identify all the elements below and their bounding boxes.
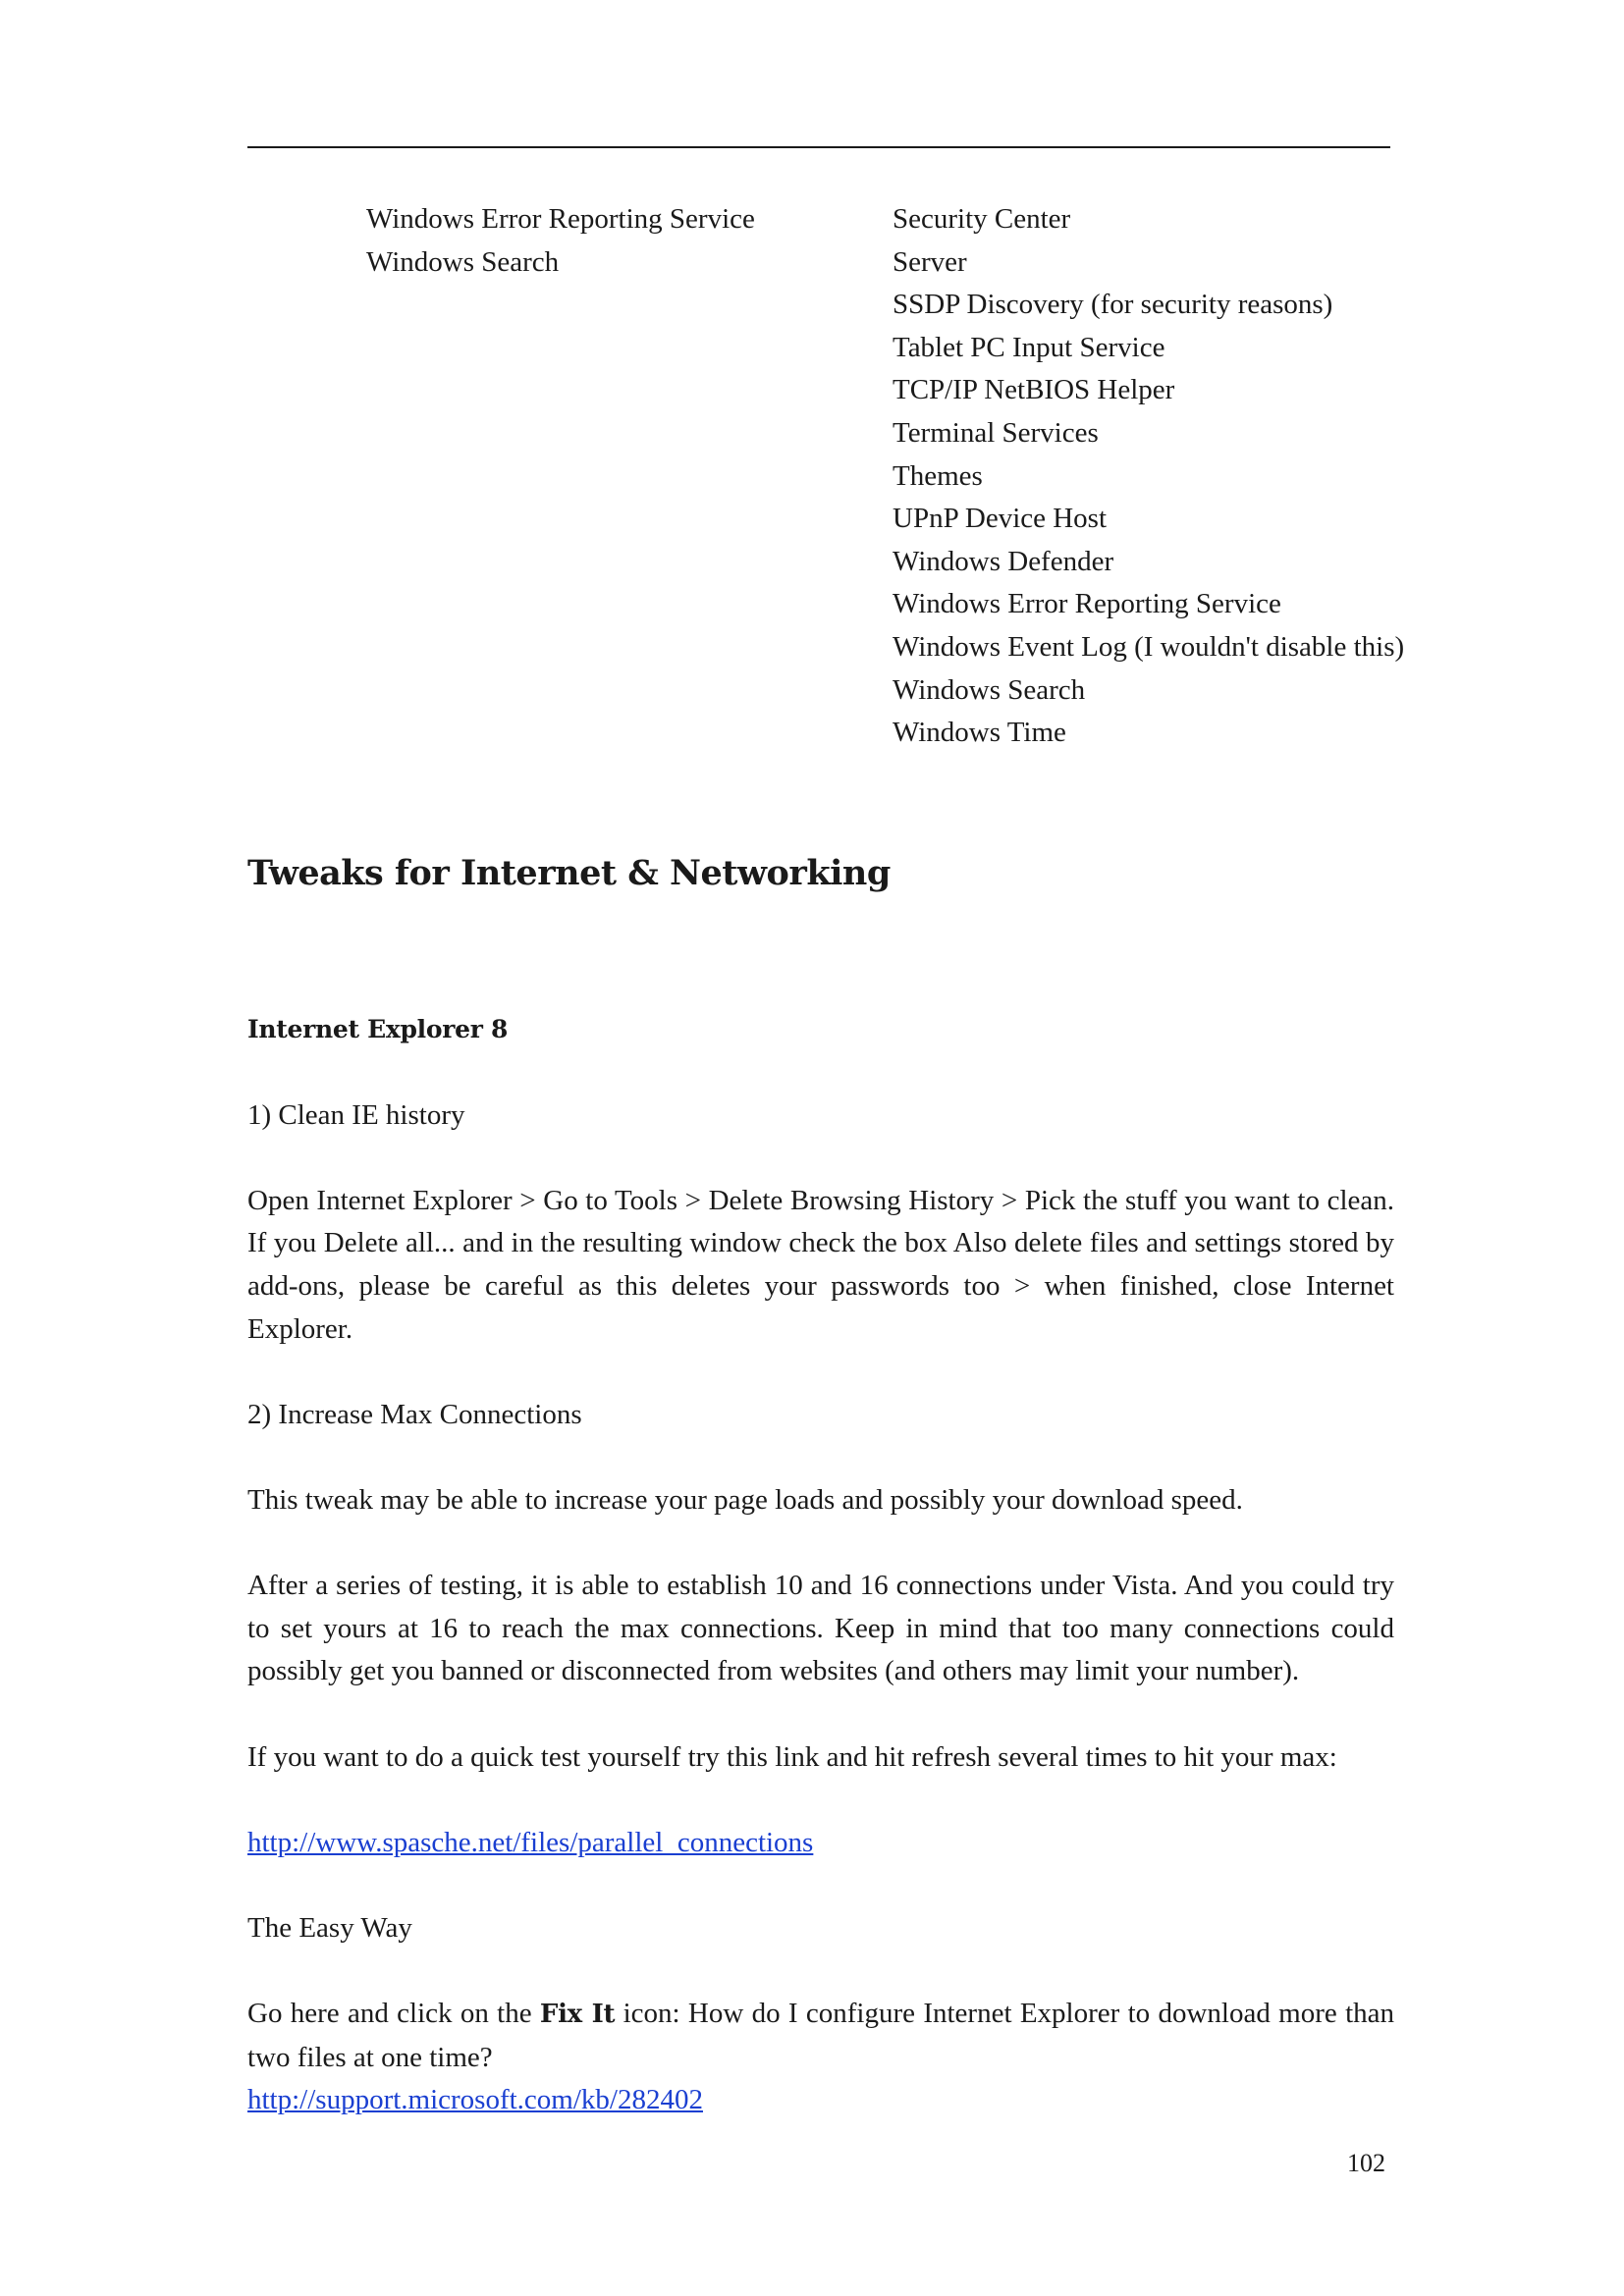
service-item: SSDP Discovery (for security reasons) (893, 289, 1333, 321)
service-item: Windows Search (893, 673, 1086, 706)
paragraph-clean-history: Open Internet Explorer > Go to Tools > Delete Browsing History > Pick the stuff you want to clean. If you Delete all... and in the resulting window check the box Also delete files and settings stored by add-ons, please be careful as this deletes your passwords too > when finished, close Internet Explorer. (247, 1184, 1394, 1345)
service-item: TCP/IP NetBIOS Helper (893, 374, 1175, 406)
step-heading-max-connections: 2) Increase Max Connections (247, 1398, 582, 1430)
link-paragraph (247, 2079, 1394, 2122)
service-item: Terminal Services (893, 416, 1099, 449)
paragraph-max-connections-body: After a series of testing, it is able to establish 10 and 16 connections under Vista. And you could try to set yours at 16 to reach the max connections. Keep in mind that too many connections could possibly get you banned or disconnected from websites (and others may limit your number). (247, 1570, 1394, 1687)
service-item: UPnP Device Host (893, 503, 1108, 535)
header-rule (247, 146, 1390, 148)
service-item: Themes (893, 459, 983, 492)
page-number: 102 (1347, 2149, 1385, 2177)
service-item: Windows Error Reporting Service (366, 203, 755, 235)
service-item: Windows Time (893, 717, 1066, 749)
paragraph-max-connections-intro: This tweak may be able to increase your page loads and possibly your download speed. (247, 1483, 1243, 1516)
paragraph-quick-test: If you want to do a quick test yourself try this link and hit refresh several times to hit your max: (247, 1740, 1337, 1773)
subsection-title: Internet Explorer 8 (247, 1015, 509, 1043)
section-title: Tweaks for Internet & Networking (247, 853, 891, 893)
services-list-right (893, 198, 1404, 755)
fix-it-label: Fix It (539, 2000, 616, 2030)
service-item: Windows Search (366, 245, 560, 278)
link-paragraph (247, 1822, 1394, 1865)
paragraph-fix-it (247, 1993, 1394, 2079)
main-content (247, 844, 1394, 2122)
step-heading-clean-history: 1) Clean IE history (247, 1098, 465, 1131)
easy-way-heading: The Easy Way (247, 1911, 412, 1944)
services-list-left (366, 198, 755, 284)
fix-it-prefix: Go here and click on the (247, 1998, 540, 2030)
service-item: Windows Error Reporting Service (893, 588, 1281, 620)
microsoft-support-link[interactable]: http://support.microsoft.com/kb/282402 (247, 2084, 703, 2116)
fix-it-suffix: icon: How do I configure Internet Explorer to download more than two files at one time? (247, 1998, 1394, 2073)
service-item: Tablet PC Input Service (893, 331, 1165, 363)
service-item: Windows Defender (893, 545, 1114, 577)
service-item: Windows Event Log (I wouldn't disable this) (893, 630, 1405, 663)
service-item: Security Center (893, 203, 1071, 235)
service-item: Server (893, 245, 967, 278)
parallel-connections-link[interactable]: http://www.spasche.net/files/parallel_connections (247, 1826, 814, 1858)
